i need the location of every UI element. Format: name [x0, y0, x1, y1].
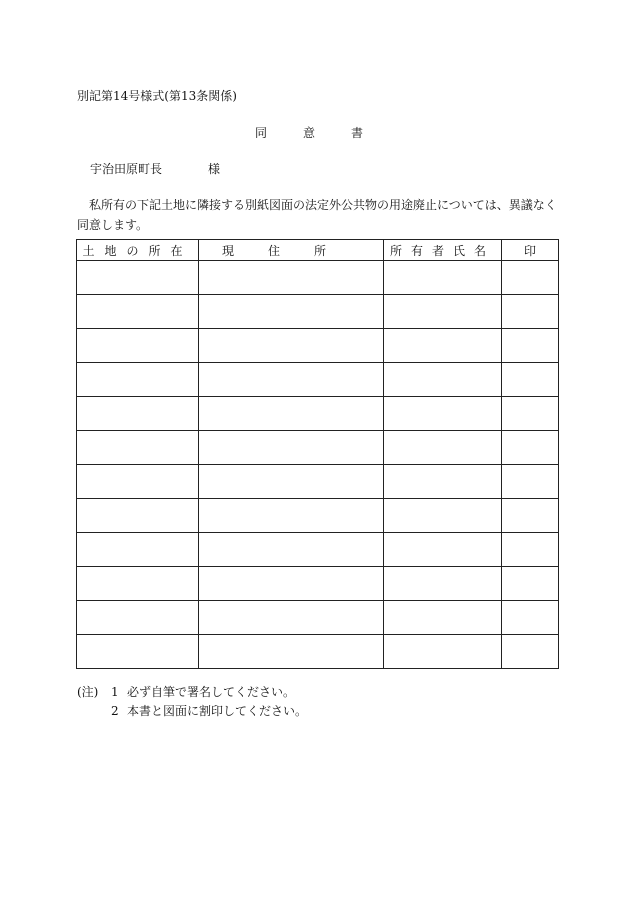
table-row: [77, 567, 559, 601]
note-number: 2: [111, 704, 119, 718]
cell-seal[interactable]: [502, 431, 559, 465]
header-seal: 印: [502, 240, 559, 261]
table-row: [77, 431, 559, 465]
note-number: 1: [111, 685, 119, 699]
table-row: [77, 397, 559, 431]
note-text: 必ず自筆で署名してください。: [127, 685, 296, 699]
note-item-2: [77, 702, 307, 721]
cell-owner-name[interactable]: [384, 567, 502, 601]
table-row: [77, 261, 559, 295]
cell-land-location[interactable]: [77, 465, 199, 499]
cell-seal[interactable]: [502, 261, 559, 295]
cell-land-location[interactable]: [77, 397, 199, 431]
cell-owner-name[interactable]: [384, 329, 502, 363]
cell-seal[interactable]: [502, 635, 559, 669]
table-row: [77, 499, 559, 533]
cell-seal[interactable]: [502, 601, 559, 635]
cell-current-address[interactable]: [199, 533, 384, 567]
statement-line-2: 同意します。: [77, 218, 149, 232]
addressee-honorific: 様: [208, 162, 221, 176]
notes: [77, 683, 307, 721]
cell-current-address[interactable]: [199, 635, 384, 669]
table-row: [77, 601, 559, 635]
table-row: [77, 295, 559, 329]
cell-current-address[interactable]: [199, 295, 384, 329]
table-body: [77, 261, 559, 669]
table-row: [77, 363, 559, 397]
addressee-name: 宇治田原町長: [90, 162, 163, 176]
cell-seal[interactable]: [502, 465, 559, 499]
cell-owner-name[interactable]: [384, 261, 502, 295]
cell-land-location[interactable]: [77, 431, 199, 465]
cell-seal[interactable]: [502, 397, 559, 431]
statement-line-1: 私所有の下記土地に隣接する別紙図面の法定外公共物の用途廃止については、異議なく: [89, 198, 557, 212]
consent-table: [76, 239, 559, 669]
table-row: [77, 533, 559, 567]
table-row: [77, 465, 559, 499]
cell-current-address[interactable]: [199, 363, 384, 397]
cell-seal[interactable]: [502, 295, 559, 329]
note-text: 本書と図面に割印してください。: [127, 704, 308, 718]
cell-current-address[interactable]: [199, 261, 384, 295]
header-current-address: 現住所: [199, 240, 384, 261]
cell-seal[interactable]: [502, 567, 559, 601]
cell-owner-name[interactable]: [384, 363, 502, 397]
header-owner-name: 所有者氏名: [384, 240, 502, 261]
cell-current-address[interactable]: [199, 567, 384, 601]
cell-owner-name[interactable]: [384, 601, 502, 635]
cell-land-location[interactable]: [77, 295, 199, 329]
cell-seal[interactable]: [502, 363, 559, 397]
cell-current-address[interactable]: [199, 465, 384, 499]
consent-statement: [77, 195, 559, 235]
cell-owner-name[interactable]: [384, 499, 502, 533]
cell-owner-name[interactable]: [384, 295, 502, 329]
cell-owner-name[interactable]: [384, 397, 502, 431]
cell-seal[interactable]: [502, 499, 559, 533]
cell-seal[interactable]: [502, 329, 559, 363]
cell-owner-name[interactable]: [384, 533, 502, 567]
cell-current-address[interactable]: [199, 397, 384, 431]
cell-owner-name[interactable]: [384, 431, 502, 465]
cell-land-location[interactable]: [77, 499, 199, 533]
cell-current-address[interactable]: [199, 329, 384, 363]
table-header-row: [77, 240, 559, 261]
cell-land-location[interactable]: [77, 533, 199, 567]
cell-current-address[interactable]: [199, 431, 384, 465]
cell-land-location[interactable]: [77, 601, 199, 635]
cell-land-location[interactable]: [77, 635, 199, 669]
cell-land-location[interactable]: [77, 329, 199, 363]
header-land-location: 土地の所在: [77, 240, 199, 261]
cell-land-location[interactable]: [77, 261, 199, 295]
document-title: 同 意 書: [254, 126, 375, 140]
cell-owner-name[interactable]: [384, 635, 502, 669]
table-row: [77, 329, 559, 363]
table-row: [77, 635, 559, 669]
cell-current-address[interactable]: [199, 601, 384, 635]
notes-label: (注): [77, 685, 99, 699]
cell-land-location[interactable]: [77, 567, 199, 601]
cell-current-address[interactable]: [199, 499, 384, 533]
cell-owner-name[interactable]: [384, 465, 502, 499]
note-item-1: [77, 683, 307, 702]
form-number: 別記第14号様式(第13条関係): [77, 89, 237, 103]
cell-seal[interactable]: [502, 533, 559, 567]
cell-land-location[interactable]: [77, 363, 199, 397]
addressee: [90, 160, 220, 177]
